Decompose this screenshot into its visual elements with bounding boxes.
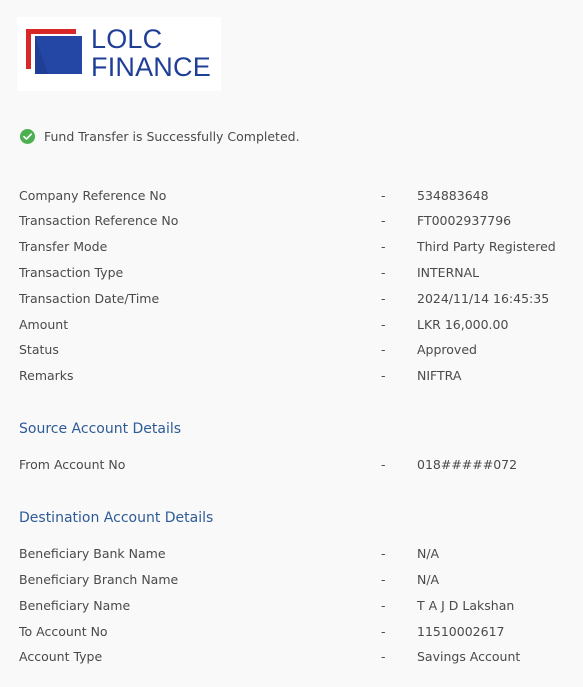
- transaction-reference-label: Transaction Reference No: [19, 213, 179, 228]
- beneficiary-name-separator: -: [381, 598, 386, 613]
- status-value: Approved: [417, 342, 477, 357]
- status-row: [19, 340, 569, 360]
- beneficiary-name-row: [19, 596, 569, 616]
- logo-line-2: FINANCE: [91, 52, 211, 82]
- amount-label: Amount: [19, 317, 69, 332]
- from-account-label: From Account No: [19, 457, 126, 472]
- transaction-reference-row: [19, 211, 569, 231]
- remarks-separator: -: [381, 368, 386, 383]
- account-type-label: Account Type: [19, 649, 103, 664]
- to-account-row: [19, 622, 569, 642]
- company-reference-label: Company Reference No: [19, 188, 167, 203]
- destination-account-details-heading: Destination Account Details: [19, 510, 214, 526]
- amount-separator: -: [381, 317, 386, 332]
- remarks-row: [19, 366, 569, 386]
- status-separator: -: [381, 342, 386, 357]
- company-reference-separator: -: [381, 188, 386, 203]
- transaction-date-time-label: Transaction Date/Time: [19, 291, 160, 306]
- beneficiary-branch-name-row: [19, 570, 569, 590]
- transaction-reference-separator: -: [381, 213, 386, 228]
- lolc-logo-mark: [26, 29, 84, 77]
- remarks-value: NIFTRA: [417, 368, 462, 383]
- to-account-value: 11510002617: [417, 624, 505, 639]
- transaction-date-time-value: 2024/11/14 16:45:35: [417, 291, 550, 306]
- company-reference-value: 534883648: [417, 188, 489, 203]
- beneficiary-branch-name-separator: -: [381, 572, 386, 587]
- beneficiary-bank-name-label: Beneficiary Bank Name: [19, 546, 166, 561]
- company-reference-row: [19, 186, 569, 206]
- transfer-mode-row: [19, 237, 569, 257]
- amount-value: LKR 16,000.00: [417, 317, 509, 332]
- success-message: [20, 129, 300, 144]
- transaction-reference-value: FT0002937796: [417, 213, 512, 228]
- from-account-row: [19, 455, 569, 475]
- to-account-label: To Account No: [19, 624, 108, 639]
- transaction-type-separator: -: [381, 265, 386, 280]
- from-account-separator: -: [381, 457, 386, 472]
- account-type-separator: -: [381, 649, 386, 664]
- transfer-mode-separator: -: [381, 239, 386, 254]
- account-type-value: Savings Account: [417, 649, 521, 664]
- transaction-date-time-row: [19, 289, 569, 309]
- to-account-separator: -: [381, 624, 386, 639]
- beneficiary-branch-name-value: N/A: [417, 572, 440, 587]
- transaction-date-time-separator: -: [381, 291, 386, 306]
- logo-line-1: LOLC: [91, 24, 163, 54]
- transaction-type-value: INTERNAL: [417, 265, 480, 280]
- beneficiary-name-label: Beneficiary Name: [19, 598, 131, 613]
- beneficiary-bank-name-separator: -: [381, 546, 386, 561]
- beneficiary-branch-name-label: Beneficiary Branch Name: [19, 572, 179, 587]
- from-account-value: 018#####072: [417, 457, 518, 472]
- transfer-mode-label: Transfer Mode: [19, 239, 108, 254]
- remarks-label: Remarks: [19, 368, 74, 383]
- source-account-details-heading: Source Account Details: [19, 421, 182, 437]
- status-label: Status: [19, 342, 59, 357]
- success-message-text: Fund Transfer is Successfully Completed.: [44, 129, 300, 144]
- amount-row: [19, 315, 569, 335]
- transaction-type-label: Transaction Type: [19, 265, 124, 280]
- transaction-type-row: [19, 263, 569, 283]
- beneficiary-bank-name-value: N/A: [417, 546, 440, 561]
- logo-text: [91, 25, 211, 81]
- beneficiary-bank-name-row: [19, 544, 569, 564]
- lolc-finance-logo: [17, 17, 221, 91]
- account-type-row: [19, 647, 569, 667]
- check-circle-icon: [20, 129, 35, 144]
- transfer-mode-value: Third Party Registered: [417, 239, 556, 254]
- beneficiary-name-value: T A J D Lakshan: [417, 598, 515, 613]
